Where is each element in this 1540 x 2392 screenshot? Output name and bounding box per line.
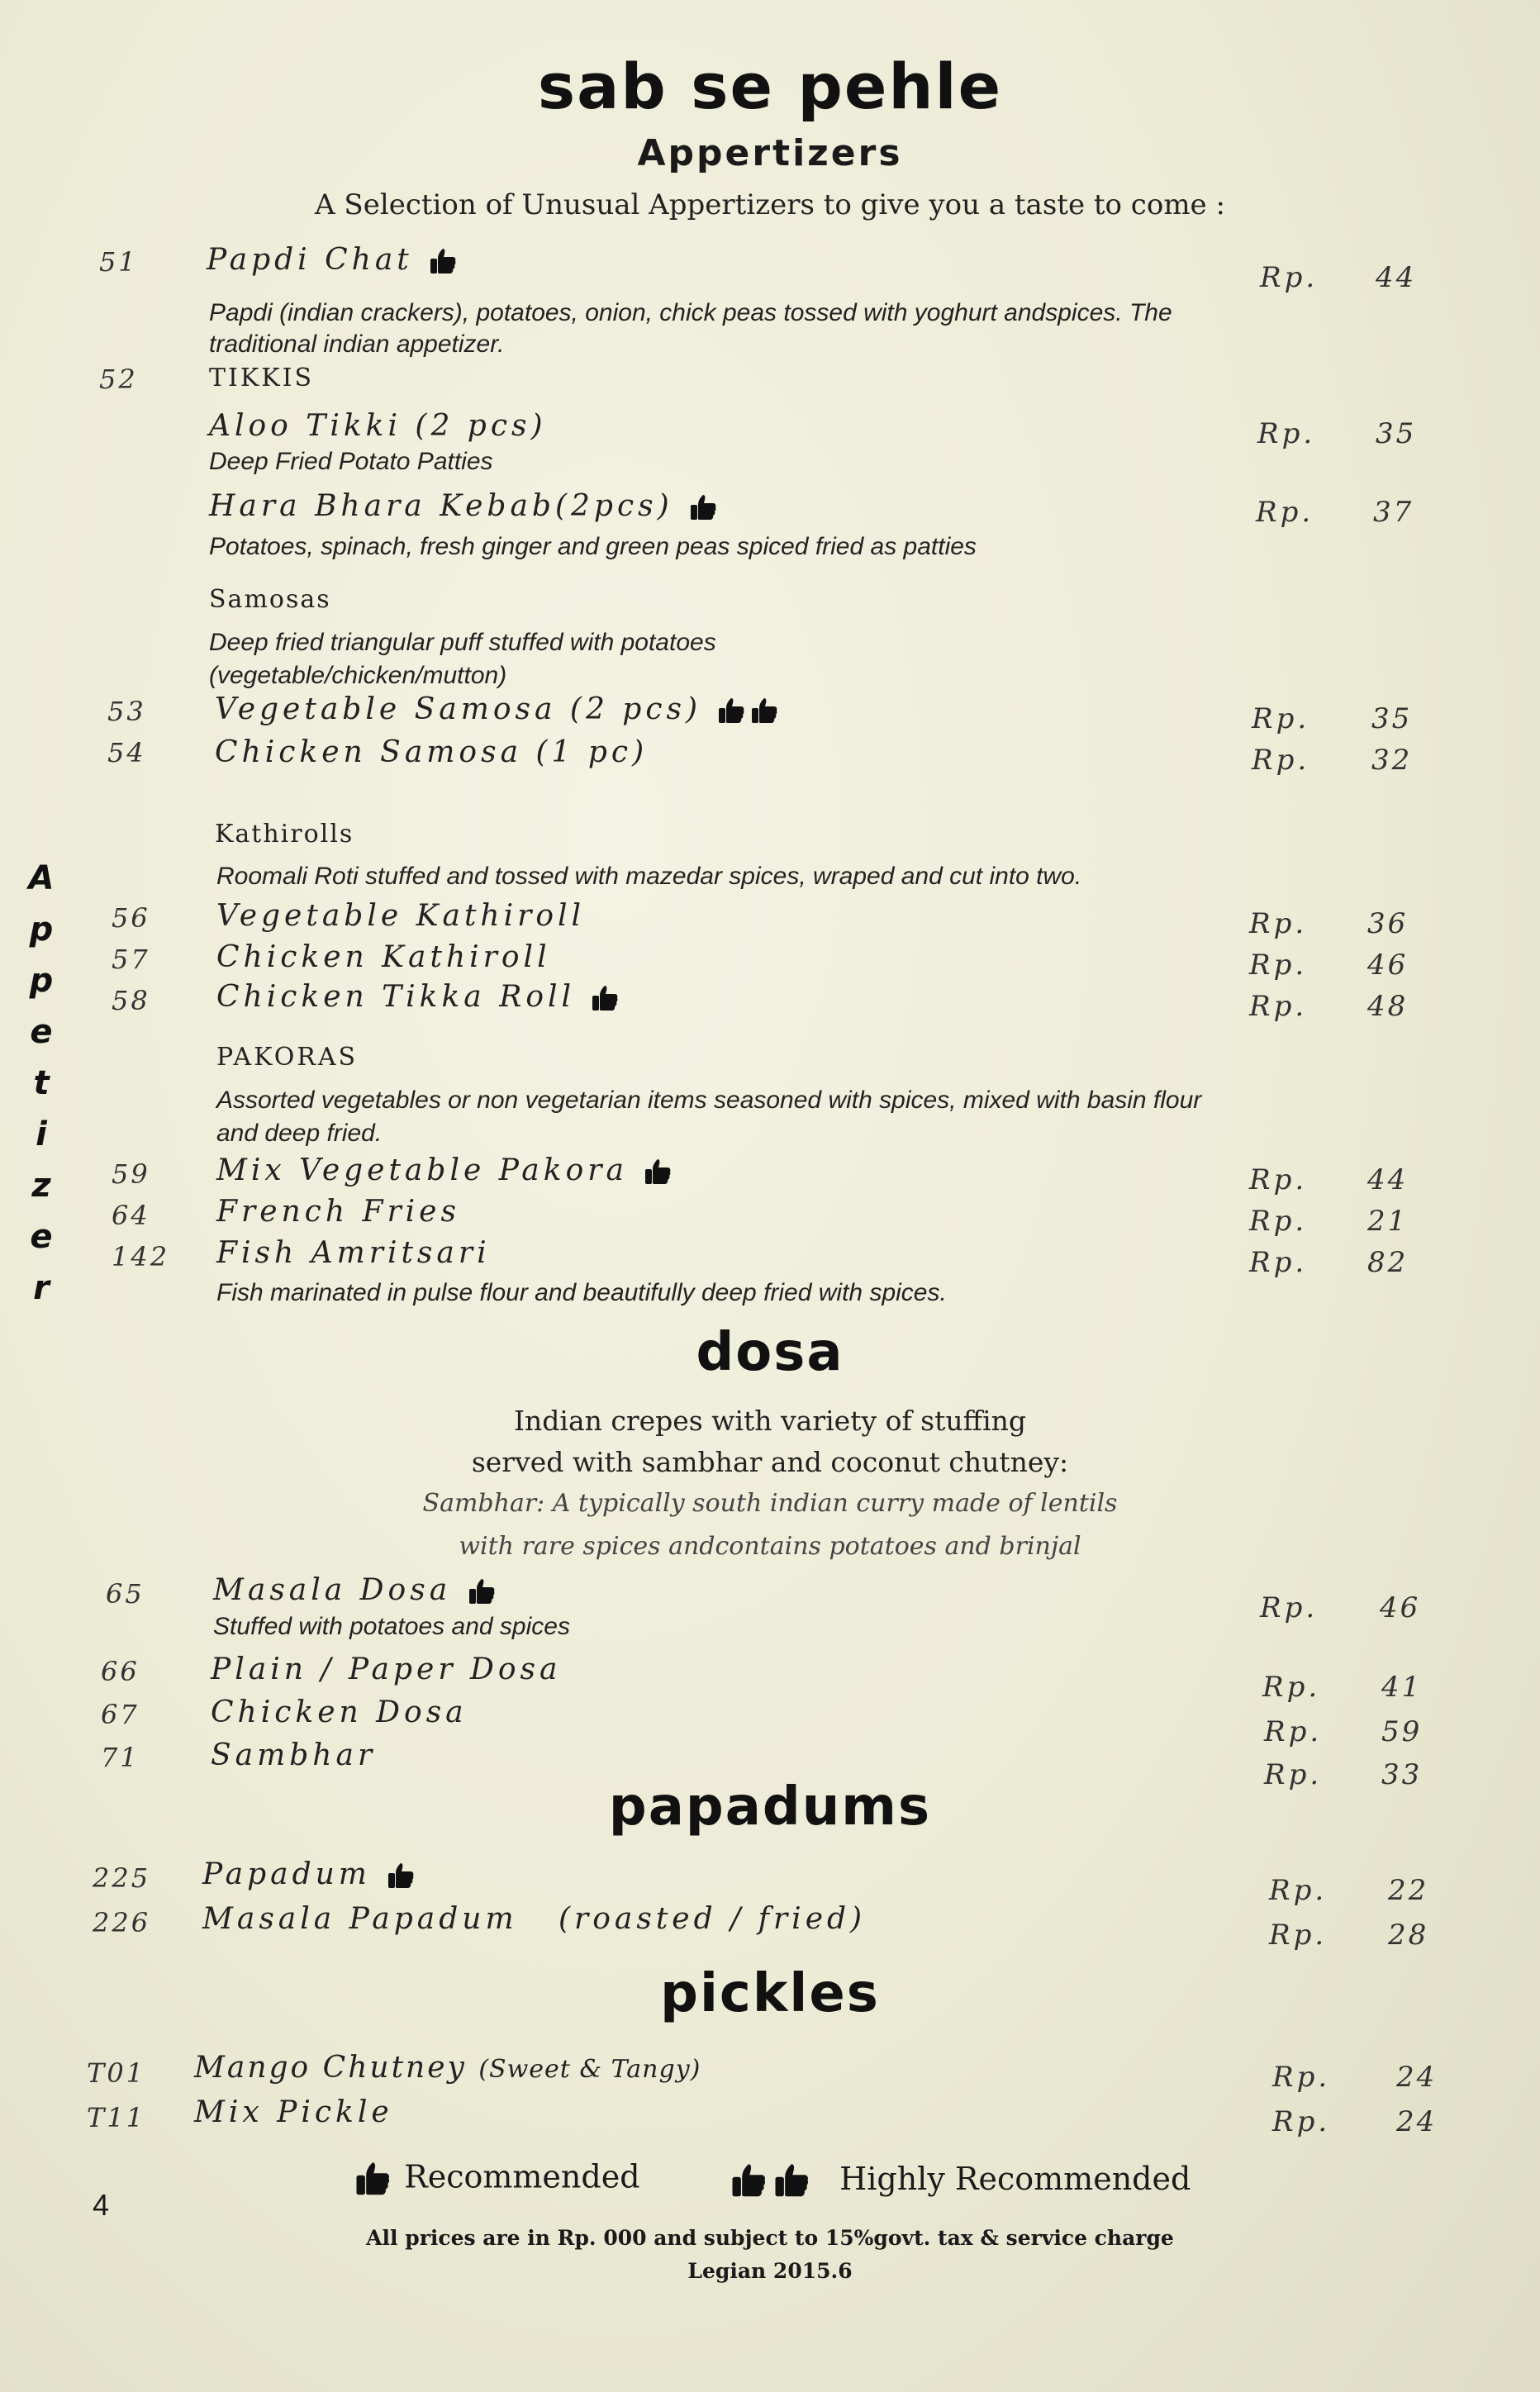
- menu-item-name: Chicken Samosa (1 pc): [215, 735, 649, 769]
- menu-item-name: Sambhar: [211, 1738, 377, 1772]
- dosa-intro: served with sambhar and coconut chutney:: [471, 1446, 1069, 1478]
- menu-item-name: Fish Amritsari: [216, 1236, 491, 1270]
- item-number: 59: [112, 1158, 150, 1190]
- price-prefix: Rp.: [1252, 744, 1310, 777]
- side-letter: i: [36, 1115, 47, 1153]
- item-number: 53: [107, 696, 146, 727]
- price-value: 22: [1388, 1874, 1429, 1907]
- menu-item-name: [207, 243, 459, 278]
- side-label: [17, 859, 66, 1320]
- thumbs-up-icon: [351, 2158, 394, 2201]
- legend-recommended: [351, 2158, 640, 2201]
- item-number: 225: [93, 1862, 151, 1894]
- price-prefix: Rp.: [1249, 907, 1308, 940]
- price-prefix: Rp.: [1252, 702, 1310, 735]
- price-value: 33: [1381, 1758, 1423, 1791]
- thumbs-up-icon: [727, 2160, 770, 2203]
- price-value: 41: [1381, 1671, 1423, 1704]
- tagline: A Selection of Unusual Appertizers to give you a taste to come :: [315, 188, 1225, 221]
- menu-item-description: Potatoes, spinach, fresh ginger and green peas spiced fried as patties: [209, 533, 977, 560]
- legend-label: Highly Recommended: [839, 2160, 1191, 2197]
- menu-item-name: [215, 692, 781, 728]
- price-value: 35: [1376, 417, 1417, 450]
- menu-item-description: Fish marinated in pulse flour and beautifully deep fried with spices.: [216, 1279, 947, 1306]
- price-prefix: Rp.: [1249, 1205, 1308, 1238]
- price-value: 36: [1367, 907, 1409, 940]
- item-number: 226: [93, 1907, 151, 1938]
- menu-item-name: [216, 980, 621, 1015]
- thumbs-up-icon: [588, 982, 621, 1015]
- menu-item-extra: (Sweet & Tangy): [478, 2055, 701, 2084]
- menu-item-name: Vegetable Kathiroll: [216, 899, 586, 933]
- price-prefix: Rp.: [1249, 990, 1308, 1023]
- price-prefix: Rp.: [1269, 1919, 1328, 1952]
- price-value: 44: [1367, 1163, 1409, 1196]
- section-subheading: Kathirolls: [215, 820, 354, 849]
- side-letter: r: [33, 1269, 50, 1307]
- section-description: Roomali Roti stuffed and tossed with mazedar spices, wraped and cut into two.: [216, 863, 1082, 890]
- menu-item-name: [213, 1573, 498, 1609]
- edition: Legian 2015.6: [687, 2259, 853, 2283]
- section-subheading: TIKKIS: [209, 364, 315, 392]
- side-letter: t: [33, 1064, 50, 1102]
- menu-item-label: Hara Bhara Kebab(2pcs): [209, 489, 673, 523]
- menu-item-label: Papdi Chat: [207, 243, 413, 277]
- price-prefix: Rp.: [1260, 1591, 1319, 1624]
- thumbs-up-icon: [687, 492, 720, 525]
- price-prefix: Rp.: [1262, 1671, 1321, 1704]
- item-number: 54: [107, 737, 146, 768]
- menu-item-name: Chicken Dosa: [211, 1695, 468, 1729]
- item-number: 52: [99, 364, 138, 395]
- price-value: 44: [1376, 261, 1417, 294]
- price-value: 24: [1396, 2061, 1438, 2094]
- menu-item-label: Mix Vegetable Pakora: [216, 1153, 628, 1187]
- price-value: 24: [1396, 2105, 1438, 2138]
- side-letter: z: [31, 1167, 51, 1205]
- thumbs-up-icon: [384, 1860, 417, 1893]
- menu-item-description: Deep Fried Potato Patties: [209, 448, 493, 475]
- item-number: 65: [106, 1578, 145, 1610]
- menu-item-name: Chicken Kathiroll: [216, 940, 551, 974]
- price-prefix: Rp.: [1249, 1246, 1308, 1279]
- item-number: 56: [112, 902, 150, 934]
- thumbs-up-icon: [770, 2160, 813, 2203]
- price-value: 46: [1380, 1591, 1421, 1624]
- menu-item-name: French Fries: [216, 1195, 460, 1229]
- item-number: 51: [99, 246, 138, 278]
- thumbs-up-icon: [641, 1156, 674, 1189]
- section-title-dosa: dosa: [696, 1322, 844, 1383]
- price-prefix: Rp.: [1249, 1163, 1308, 1196]
- section-description: Deep fried triangular puff stuffed with potatoes (vegetable/chicken/mutton): [209, 629, 716, 689]
- section-title-pickles: pickles: [660, 1963, 880, 2024]
- thumbs-up-icon: [465, 1576, 498, 1609]
- price-value: 28: [1388, 1919, 1429, 1952]
- item-number: 57: [112, 944, 150, 975]
- section-title-papadums: papadums: [608, 1776, 932, 1838]
- price-value: 32: [1371, 744, 1413, 777]
- side-letter: e: [30, 1013, 53, 1051]
- menu-item-name: Mix Pickle: [194, 2095, 393, 2129]
- item-number: 142: [112, 1241, 170, 1272]
- menu-item-description: Papdi (indian crackers), potatoes, onion, chick peas tossed with yoghurt andspices. The traditional indian appetizer.: [209, 299, 1172, 358]
- price-prefix: Rp.: [1257, 417, 1316, 450]
- item-number: 66: [101, 1656, 140, 1687]
- thumbs-up-icon: [715, 695, 748, 728]
- menu-item-name: [216, 1153, 674, 1189]
- item-number: 64: [112, 1200, 150, 1231]
- page-subtitle: Appertizers: [637, 132, 903, 174]
- price-prefix: Rp.: [1264, 1715, 1323, 1748]
- menu-item-name: [194, 2051, 701, 2085]
- price-value: 46: [1367, 949, 1409, 982]
- side-letter: p: [29, 962, 54, 1000]
- price-value: 35: [1371, 702, 1413, 735]
- price-value: 48: [1367, 990, 1409, 1023]
- price-prefix: Rp.: [1272, 2061, 1331, 2094]
- price-prefix: Rp.: [1264, 1758, 1323, 1791]
- price-note: All prices are in Rp. 000 and subject to 15%govt. tax & service charge: [366, 2226, 1174, 2250]
- price-prefix: Rp.: [1272, 2105, 1331, 2138]
- thumbs-up-icon: [426, 245, 459, 278]
- side-letter: A: [28, 859, 55, 897]
- menu-item-description: Stuffed with potatoes and spices: [213, 1613, 570, 1640]
- price-value: 82: [1367, 1246, 1409, 1279]
- price-prefix: Rp.: [1260, 261, 1319, 294]
- menu-item-label: Papadum: [202, 1857, 371, 1891]
- side-letter: p: [29, 911, 54, 949]
- section-description: Assorted vegetables or non vegetarian items seasoned with spices, mixed with basin flour and deep fried.: [216, 1087, 1202, 1147]
- menu-item-name: Masala Papadum (roasted / fried): [202, 1902, 867, 1936]
- page-number: 4: [93, 2188, 110, 2222]
- side-letter: e: [30, 1218, 53, 1256]
- dosa-note: Sambhar: A typically south indian curry made of lentils: [422, 1489, 1118, 1518]
- item-number: 71: [101, 1742, 140, 1773]
- menu-item-label: Mango Chutney: [194, 2051, 467, 2085]
- menu-item-name: [209, 489, 720, 525]
- item-number: 58: [112, 985, 150, 1016]
- menu-item-name: [202, 1857, 417, 1893]
- price-value: 21: [1367, 1205, 1409, 1238]
- legend-highly-recommended: [727, 2160, 1191, 2203]
- menu-item-label: Chicken Tikka Roll: [216, 980, 576, 1014]
- price-prefix: Rp.: [1249, 949, 1308, 982]
- item-number: 67: [101, 1699, 140, 1730]
- section-subheading: Samosas: [209, 585, 331, 614]
- menu-item-name: Aloo Tikki (2 pcs): [209, 409, 547, 443]
- menu-item-label: Masala Dosa: [213, 1573, 452, 1607]
- menu-item-label: Vegetable Samosa (2 pcs): [215, 692, 702, 726]
- item-number: T11: [87, 2102, 146, 2133]
- item-number: T01: [87, 2057, 146, 2089]
- menu-item-name: Plain / Paper Dosa: [211, 1653, 562, 1686]
- thumbs-up-icon: [748, 695, 781, 728]
- dosa-note: with rare spices andcontains potatoes and brinjal: [459, 1532, 1081, 1561]
- price-prefix: Rp.: [1256, 496, 1314, 529]
- section-subheading: PAKORAS: [216, 1043, 359, 1072]
- legend-label: Recommended: [404, 2158, 640, 2195]
- price-value: 59: [1381, 1715, 1423, 1748]
- page-title: sab se pehle: [537, 50, 1003, 123]
- dosa-intro: Indian crepes with variety of stuffing: [513, 1405, 1027, 1437]
- price-value: 37: [1373, 496, 1414, 529]
- price-prefix: Rp.: [1269, 1874, 1328, 1907]
